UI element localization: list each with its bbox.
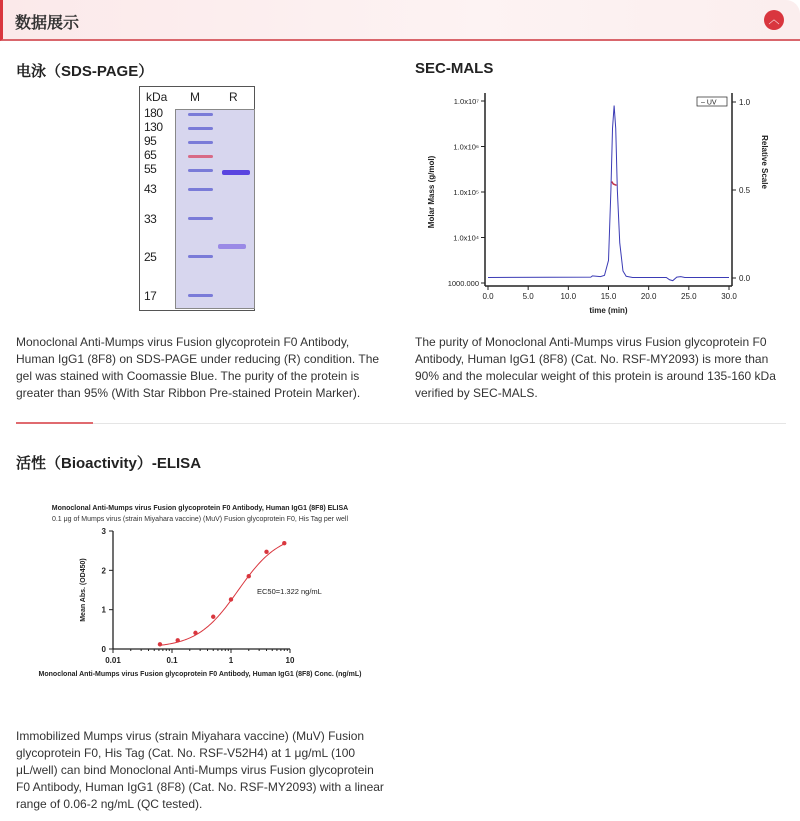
y-tick-label: 1.0x10⁷	[453, 97, 479, 106]
sec-mals-title: SEC-MALS	[415, 60, 494, 77]
x-axis-label: Monoclonal Anti-Mumps virus Fusion glycoprotein F0 Antibody, Human IgG1 (8F8) Conc. (ng/mL)	[38, 671, 362, 678]
gel-band	[188, 141, 213, 144]
gel-band	[188, 127, 213, 130]
x-tick-label: 0.01	[105, 656, 121, 665]
gel-band	[188, 169, 213, 172]
sds-page-description: Monoclonal Anti-Mumps virus Fusion glycoprotein F0 Antibody, Human IgG1 (8F8) on SDS-PAGE under reducing (R) condition. The gel was stained with Coomassie Blue. The purity of the protein is greater than 95% (With Star Ribbon Pre-stained Protein Marker).	[16, 335, 380, 400]
data-point	[229, 597, 233, 601]
divider	[16, 423, 786, 424]
data-point	[176, 638, 180, 642]
gel-band	[218, 244, 246, 249]
x-tick-label: 30.0	[721, 292, 737, 301]
lane-label-m: M	[190, 90, 200, 104]
y-axis-label: Mean Abs. (OD450)	[80, 558, 87, 622]
elisa-chart	[20, 495, 380, 685]
y2-tick-label: 0.0	[739, 274, 751, 283]
legend-entry-uv: – UV	[701, 99, 717, 107]
chevron-up-icon: ︿	[768, 14, 780, 26]
mw-label-43: 43	[144, 182, 157, 196]
uv-trace	[488, 106, 729, 281]
x-tick-label: 15.0	[600, 292, 617, 301]
gel-band	[222, 170, 250, 175]
y2-tick-label: 1.0	[739, 98, 751, 107]
data-point	[211, 615, 215, 619]
mw-label-55: 55	[144, 162, 157, 176]
y-axis-label: Molar Mass (g/mol)	[427, 155, 436, 229]
section-title: 数据展示	[15, 15, 80, 32]
collapse-button[interactable]	[764, 10, 784, 30]
mw-label-33: 33	[144, 212, 157, 226]
mw-label-25: 25	[144, 250, 157, 264]
x-tick-label: 0.0	[482, 292, 494, 301]
gel-band	[188, 294, 213, 297]
gel-lanes	[175, 109, 255, 309]
molar-mass-trace	[612, 182, 617, 186]
x-tick-label: 20.0	[640, 292, 657, 301]
data-point	[282, 541, 286, 545]
gel-band	[188, 155, 213, 158]
gel-band	[188, 217, 213, 220]
lane-label-kda: kDa	[146, 90, 168, 104]
section-header	[0, 0, 800, 41]
x-tick-label: 10.0	[560, 292, 577, 301]
y2-axis-label: Relative Scale	[760, 135, 769, 189]
x-tick-label: 10	[285, 656, 295, 665]
mw-label-65: 65	[144, 148, 157, 162]
elisa-title: 活性（Bioactivity）-ELISA	[16, 455, 202, 472]
y2-tick-label: 0.5	[739, 186, 751, 195]
mw-label-130: 130	[144, 120, 163, 134]
y-tick-label: 1.0x10⁵	[453, 188, 479, 197]
x-tick-label: 0.1	[166, 656, 178, 665]
chart-subtitle: 0.1 μg of Mumps virus (strain Miyahara vaccine) (MuV) Fusion glycoprotein F0, His Tag per well	[51, 516, 349, 523]
x-tick-label: 5.0	[522, 292, 534, 301]
x-tick-label: 25.0	[681, 292, 697, 301]
mw-label-17: 17	[144, 289, 157, 303]
ec50-annotation: EC50=1.322 ng/mL	[257, 587, 322, 596]
gel-band	[188, 255, 213, 258]
y-tick-label: 1	[101, 605, 106, 615]
mw-label-180: 180	[144, 106, 163, 120]
lane-label-r: R	[229, 90, 238, 104]
y-tick-label: 1.0x10⁶	[453, 142, 479, 152]
divider-accent	[16, 422, 93, 424]
y-tick-label: 1000.000	[447, 279, 479, 288]
mw-label-95: 95	[144, 134, 157, 148]
x-axis-label: time (min)	[589, 306, 628, 315]
chart-title: Monoclonal Anti-Mumps virus Fusion glycoprotein F0 Antibody, Human IgG1 (8F8) ELISA	[51, 505, 349, 512]
elisa-description: Immobilized Mumps virus (strain Miyahara vaccine) (MuV) Fusion glycoprotein F0, His Tag (Cat. No. RSF-V52H4) at 1 μg/mL (100 μL/well) can bind Monoclonal Anti-Mumps virus Fusion glycoprotein F0 Antibody, Human IgG1 (8F8) (Cat. No. RSF-MY2093) with a linear range of 0.06-2 ng/mL (QC tested).	[16, 729, 384, 811]
y-tick-label: 2	[101, 566, 106, 576]
data-point	[193, 631, 197, 635]
sds-page-gel-image	[139, 86, 255, 311]
sec-mals-description: The purity of Monoclonal Anti-Mumps virus Fusion glycoprotein F0 Antibody, Human IgG1 (8F8) (Cat. No. RSF-MY2093) is more than 90% and the molecular weight of this protein is around 135-160 kDa verified by SEC-MALS.	[415, 335, 776, 400]
x-tick-label: 1	[228, 656, 234, 665]
y-tick-label: 1.0x10⁴	[453, 233, 479, 243]
data-point	[158, 642, 162, 646]
sds-page-title: 电泳（SDS-PAGE）	[16, 63, 154, 80]
y-tick-label: 0	[101, 645, 106, 654]
y-tick-label: 3	[101, 527, 106, 536]
data-point	[247, 574, 251, 578]
gel-band	[188, 188, 213, 191]
sec-mals-chart	[420, 85, 780, 325]
data-point	[264, 550, 268, 554]
gel-band	[188, 113, 213, 116]
